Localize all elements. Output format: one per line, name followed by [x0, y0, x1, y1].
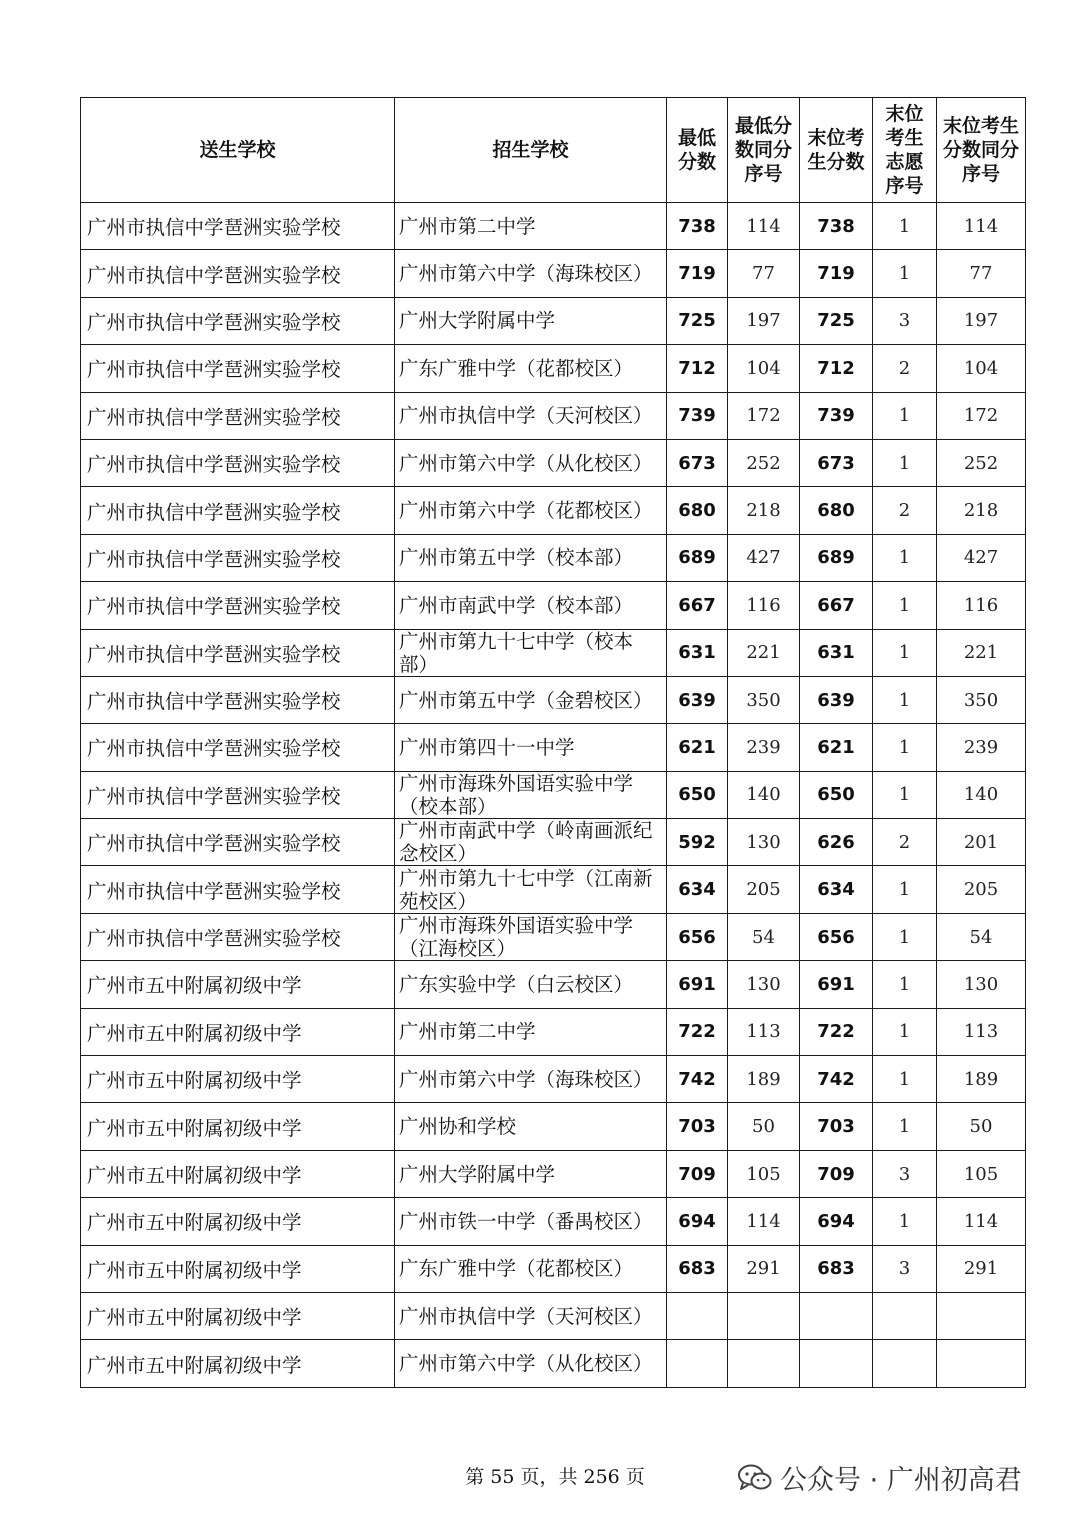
last-rank-cell: 104 — [937, 345, 1026, 392]
min-score-cell: 680 — [667, 487, 728, 534]
sender-school-cell: 广州市执信中学琶洲实验学校 — [81, 487, 395, 534]
target-school-cell: 广东实验中学（白云校区） — [395, 961, 667, 1008]
target-school-cell — [395, 771, 667, 818]
target-school-cell: 广州市第六中学（从化校区） — [395, 1340, 667, 1387]
sender-school-cell: 广州市执信中学琶洲实验学校 — [81, 913, 395, 960]
target-school-cell: 广州市第六中学（花都校区） — [395, 487, 667, 534]
sender-school-cell: 广州市执信中学琶洲实验学校 — [81, 724, 395, 771]
min-score-cell: 722 — [667, 1008, 728, 1055]
last-choice-cell: 1 — [873, 724, 937, 771]
sender-school-cell: 广州市五中附属初级中学 — [81, 1245, 395, 1292]
table-row — [81, 534, 1026, 581]
table-row — [81, 913, 1026, 960]
sender-school-cell: 广州市五中附属初级中学 — [81, 1198, 395, 1245]
sender-school-cell: 广州市执信中学琶洲实验学校 — [81, 676, 395, 723]
table-row — [81, 819, 1026, 866]
table-row — [81, 1103, 1026, 1150]
last-choice-cell: 1 — [873, 582, 937, 629]
target-school-cell: 广东广雅中学（花都校区） — [395, 345, 667, 392]
target-school-cell: 广州市南武中学（校本部） — [395, 582, 667, 629]
last-score-cell: 631 — [800, 629, 873, 676]
sender-school-cell: 广州市五中附属初级中学 — [81, 1340, 395, 1387]
header-last-score: 末位考生分数 — [800, 98, 873, 203]
last-score-cell: 694 — [800, 1198, 873, 1245]
sender-school-cell: 广州市五中附属初级中学 — [81, 961, 395, 1008]
target-school-line: 广州市海珠外国语实验中学 — [399, 771, 634, 795]
last-rank-cell: 130 — [937, 961, 1026, 1008]
last-choice-cell: 3 — [873, 1150, 937, 1197]
last-score-cell: 650 — [800, 771, 873, 818]
last-choice-cell — [873, 1340, 937, 1387]
last-score-cell: 738 — [800, 203, 873, 250]
last-rank-cell: 172 — [937, 392, 1026, 439]
min-rank-cell: 197 — [728, 297, 800, 344]
target-school-line: 广州市第九十七中学（江南新 — [399, 866, 653, 890]
table-row — [81, 629, 1026, 676]
min-rank-cell — [728, 1340, 800, 1387]
sender-school-cell: 广州市执信中学琶洲实验学校 — [81, 534, 395, 581]
sender-school-cell: 广州市执信中学琶洲实验学校 — [81, 392, 395, 439]
last-choice-cell: 1 — [873, 203, 937, 250]
last-rank-cell: 205 — [937, 866, 1026, 913]
min-score-cell: 673 — [667, 439, 728, 486]
min-rank-cell: 114 — [728, 203, 800, 250]
last-rank-cell: 197 — [937, 297, 1026, 344]
last-choice-cell: 1 — [873, 1008, 937, 1055]
table-row — [81, 439, 1026, 486]
last-choice-cell: 1 — [873, 250, 937, 297]
sender-school-cell: 广州市五中附属初级中学 — [81, 1103, 395, 1150]
table-row — [81, 392, 1026, 439]
target-school-cell: 广州市第二中学 — [395, 203, 667, 250]
last-choice-cell: 1 — [873, 961, 937, 1008]
last-rank-cell: 114 — [937, 1198, 1026, 1245]
sender-school-cell: 广州市五中附属初级中学 — [81, 1292, 395, 1339]
last-rank-cell: 140 — [937, 771, 1026, 818]
min-rank-cell — [728, 1292, 800, 1339]
min-score-cell: 592 — [667, 819, 728, 866]
table-row — [81, 1292, 1026, 1339]
target-school-cell: 广州市执信中学（天河校区） — [395, 392, 667, 439]
last-score-cell: 680 — [800, 487, 873, 534]
last-rank-cell: 221 — [937, 629, 1026, 676]
min-rank-cell: 130 — [728, 819, 800, 866]
sender-school-cell: 广州市执信中学琶洲实验学校 — [81, 629, 395, 676]
sender-school-cell: 广州市执信中学琶洲实验学校 — [81, 297, 395, 344]
table-row — [81, 961, 1026, 1008]
table-row — [81, 1198, 1026, 1245]
min-score-cell: 691 — [667, 961, 728, 1008]
target-school-cell: 广州市第二中学 — [395, 1008, 667, 1055]
table-row — [81, 297, 1026, 344]
header-min-rank: 最低分数同分序号 — [728, 98, 800, 203]
target-school-line: 部） — [399, 652, 439, 676]
last-rank-cell — [937, 1292, 1026, 1339]
page-number: 第 55 页，共 256 页 — [465, 1466, 645, 1488]
target-school-line: 苑校区） — [399, 889, 478, 913]
min-rank-cell: 291 — [728, 1245, 800, 1292]
watermark-text: 公众号 · 广州初高君 — [780, 1465, 1022, 1496]
min-score-cell: 639 — [667, 676, 728, 723]
target-school-cell: 广东广雅中学（花都校区） — [395, 1245, 667, 1292]
table-row — [81, 1056, 1026, 1103]
last-rank-cell: 252 — [937, 439, 1026, 486]
last-choice-cell: 2 — [873, 345, 937, 392]
min-score-cell: 621 — [667, 724, 728, 771]
last-score-cell: 667 — [800, 582, 873, 629]
min-rank-cell: 172 — [728, 392, 800, 439]
target-school-cell: 广州市第五中学（金碧校区） — [395, 676, 667, 723]
last-rank-cell: 218 — [937, 487, 1026, 534]
last-score-cell: 719 — [800, 250, 873, 297]
last-rank-cell: 113 — [937, 1008, 1026, 1055]
last-rank-cell: 50 — [937, 1103, 1026, 1150]
sender-school-cell: 广州市执信中学琶洲实验学校 — [81, 771, 395, 818]
target-school-cell — [395, 866, 667, 913]
last-choice-cell: 2 — [873, 819, 937, 866]
last-rank-cell: 427 — [937, 534, 1026, 581]
target-school-cell: 广州大学附属中学 — [395, 297, 667, 344]
min-rank-cell: 221 — [728, 629, 800, 676]
min-score-cell: 667 — [667, 582, 728, 629]
last-choice-cell: 3 — [873, 297, 937, 344]
table-row — [81, 771, 1026, 818]
target-school-cell: 广州市执信中学（天河校区） — [395, 1292, 667, 1339]
last-rank-cell: 105 — [937, 1150, 1026, 1197]
target-school-line: 广州市第九十七中学（校本 — [399, 629, 634, 653]
last-score-cell: 626 — [800, 819, 873, 866]
table-row — [81, 1340, 1026, 1387]
table-row — [81, 250, 1026, 297]
table-row — [81, 345, 1026, 392]
min-rank-cell: 116 — [728, 582, 800, 629]
table-row — [81, 676, 1026, 723]
sender-school-cell: 广州市执信中学琶洲实验学校 — [81, 203, 395, 250]
min-rank-cell: 140 — [728, 771, 800, 818]
target-school-cell: 广州市第六中学（海珠校区） — [395, 250, 667, 297]
last-score-cell: 739 — [800, 392, 873, 439]
min-score-cell — [667, 1340, 728, 1387]
target-school-line: 广州市南武中学（岭南画派纪 — [399, 819, 653, 843]
last-rank-cell: 77 — [937, 250, 1026, 297]
target-school-cell: 广州大学附属中学 — [395, 1150, 667, 1197]
sender-school-cell: 广州市执信中学琶洲实验学校 — [81, 439, 395, 486]
table-row — [81, 203, 1026, 250]
last-score-cell: 683 — [800, 1245, 873, 1292]
min-score-cell: 725 — [667, 297, 728, 344]
last-choice-cell — [873, 1292, 937, 1339]
min-score-cell: 683 — [667, 1245, 728, 1292]
last-score-cell: 673 — [800, 439, 873, 486]
min-score-cell: 738 — [667, 203, 728, 250]
target-school-cell — [395, 913, 667, 960]
table-row — [81, 1245, 1026, 1292]
header-row — [81, 98, 1026, 203]
min-rank-cell: 54 — [728, 913, 800, 960]
last-choice-cell: 1 — [873, 1103, 937, 1150]
last-score-cell: 703 — [800, 1103, 873, 1150]
target-school-cell — [395, 629, 667, 676]
target-school-line: （校本部） — [399, 794, 497, 818]
last-choice-cell: 1 — [873, 913, 937, 960]
target-school-cell: 广州市第六中学（海珠校区） — [395, 1056, 667, 1103]
last-rank-cell: 114 — [937, 203, 1026, 250]
last-rank-cell: 350 — [937, 676, 1026, 723]
header-target-school: 招生学校 — [395, 98, 667, 203]
last-score-cell: 742 — [800, 1056, 873, 1103]
watermark — [738, 1458, 1022, 1497]
table-row — [81, 1150, 1026, 1197]
table-row — [81, 487, 1026, 534]
last-choice-cell: 1 — [873, 771, 937, 818]
target-school-cell: 广州市第五中学（校本部） — [395, 534, 667, 581]
target-school-cell: 广州市第四十一中学 — [395, 724, 667, 771]
min-rank-cell: 218 — [728, 487, 800, 534]
min-rank-cell: 252 — [728, 439, 800, 486]
last-score-cell: 709 — [800, 1150, 873, 1197]
min-rank-cell: 427 — [728, 534, 800, 581]
last-choice-cell: 1 — [873, 629, 937, 676]
header-last-rank: 末位考生分数同分序号 — [937, 98, 1026, 203]
min-rank-cell: 77 — [728, 250, 800, 297]
last-score-cell: 689 — [800, 534, 873, 581]
min-score-cell: 689 — [667, 534, 728, 581]
min-rank-cell: 130 — [728, 961, 800, 1008]
sender-school-cell: 广州市执信中学琶洲实验学校 — [81, 250, 395, 297]
sender-school-cell: 广州市执信中学琶洲实验学校 — [81, 819, 395, 866]
min-rank-cell: 350 — [728, 676, 800, 723]
last-score-cell: 722 — [800, 1008, 873, 1055]
table-row — [81, 582, 1026, 629]
target-school-cell: 广州市铁一中学（番禺校区） — [395, 1198, 667, 1245]
table-row — [81, 724, 1026, 771]
sender-school-cell: 广州市执信中学琶洲实验学校 — [81, 345, 395, 392]
last-score-cell: 621 — [800, 724, 873, 771]
last-score-cell: 712 — [800, 345, 873, 392]
header-sender-school: 送生学校 — [81, 98, 395, 203]
sender-school-cell: 广州市五中附属初级中学 — [81, 1150, 395, 1197]
last-rank-cell: 291 — [937, 1245, 1026, 1292]
target-school-line: 念校区） — [399, 842, 478, 866]
table-row — [81, 1008, 1026, 1055]
min-score-cell: 694 — [667, 1198, 728, 1245]
last-rank-cell: 116 — [937, 582, 1026, 629]
min-score-cell: 703 — [667, 1103, 728, 1150]
last-score-cell — [800, 1340, 873, 1387]
last-choice-cell: 1 — [873, 1056, 937, 1103]
last-choice-cell: 1 — [873, 1198, 937, 1245]
wechat-icon — [738, 1464, 772, 1492]
last-choice-cell: 1 — [873, 676, 937, 723]
target-school-cell — [395, 819, 667, 866]
last-rank-cell: 239 — [937, 724, 1026, 771]
min-rank-cell: 50 — [728, 1103, 800, 1150]
min-score-cell: 634 — [667, 866, 728, 913]
last-rank-cell — [937, 1340, 1026, 1387]
min-rank-cell: 105 — [728, 1150, 800, 1197]
table-row — [81, 866, 1026, 913]
target-school-line: 广州市海珠外国语实验中学 — [399, 914, 634, 938]
last-score-cell: 691 — [800, 961, 873, 1008]
target-school-line: （江海校区） — [399, 937, 517, 961]
min-rank-cell: 205 — [728, 866, 800, 913]
target-school-cell: 广州市第六中学（从化校区） — [395, 439, 667, 486]
min-rank-cell: 114 — [728, 1198, 800, 1245]
min-score-cell: 631 — [667, 629, 728, 676]
min-rank-cell: 189 — [728, 1056, 800, 1103]
last-choice-cell: 1 — [873, 392, 937, 439]
last-score-cell: 725 — [800, 297, 873, 344]
sender-school-cell: 广州市执信中学琶洲实验学校 — [81, 582, 395, 629]
last-rank-cell: 189 — [937, 1056, 1026, 1103]
last-rank-cell: 54 — [937, 913, 1026, 960]
min-rank-cell: 113 — [728, 1008, 800, 1055]
min-score-cell: 719 — [667, 250, 728, 297]
min-score-cell: 709 — [667, 1150, 728, 1197]
last-choice-cell: 1 — [873, 866, 937, 913]
min-score-cell: 742 — [667, 1056, 728, 1103]
target-school-cell: 广州协和学校 — [395, 1103, 667, 1150]
min-score-cell: 656 — [667, 913, 728, 960]
last-choice-cell: 3 — [873, 1245, 937, 1292]
last-score-cell: 656 — [800, 913, 873, 960]
header-min-score: 最低分数 — [667, 98, 728, 203]
sender-school-cell: 广州市执信中学琶洲实验学校 — [81, 866, 395, 913]
admission-score-table — [80, 97, 1026, 1388]
last-choice-cell: 1 — [873, 534, 937, 581]
last-choice-cell: 1 — [873, 439, 937, 486]
min-score-cell: 712 — [667, 345, 728, 392]
sender-school-cell: 广州市五中附属初级中学 — [81, 1056, 395, 1103]
sender-school-cell: 广州市五中附属初级中学 — [81, 1008, 395, 1055]
min-rank-cell: 104 — [728, 345, 800, 392]
last-score-cell: 639 — [800, 676, 873, 723]
last-rank-cell: 201 — [937, 819, 1026, 866]
min-score-cell: 739 — [667, 392, 728, 439]
min-score-cell: 650 — [667, 771, 728, 818]
min-rank-cell: 239 — [728, 724, 800, 771]
last-score-cell — [800, 1292, 873, 1339]
min-score-cell — [667, 1292, 728, 1339]
last-choice-cell: 2 — [873, 487, 937, 534]
last-score-cell: 634 — [800, 866, 873, 913]
header-last-choice: 末位考生志愿序号 — [873, 98, 937, 203]
